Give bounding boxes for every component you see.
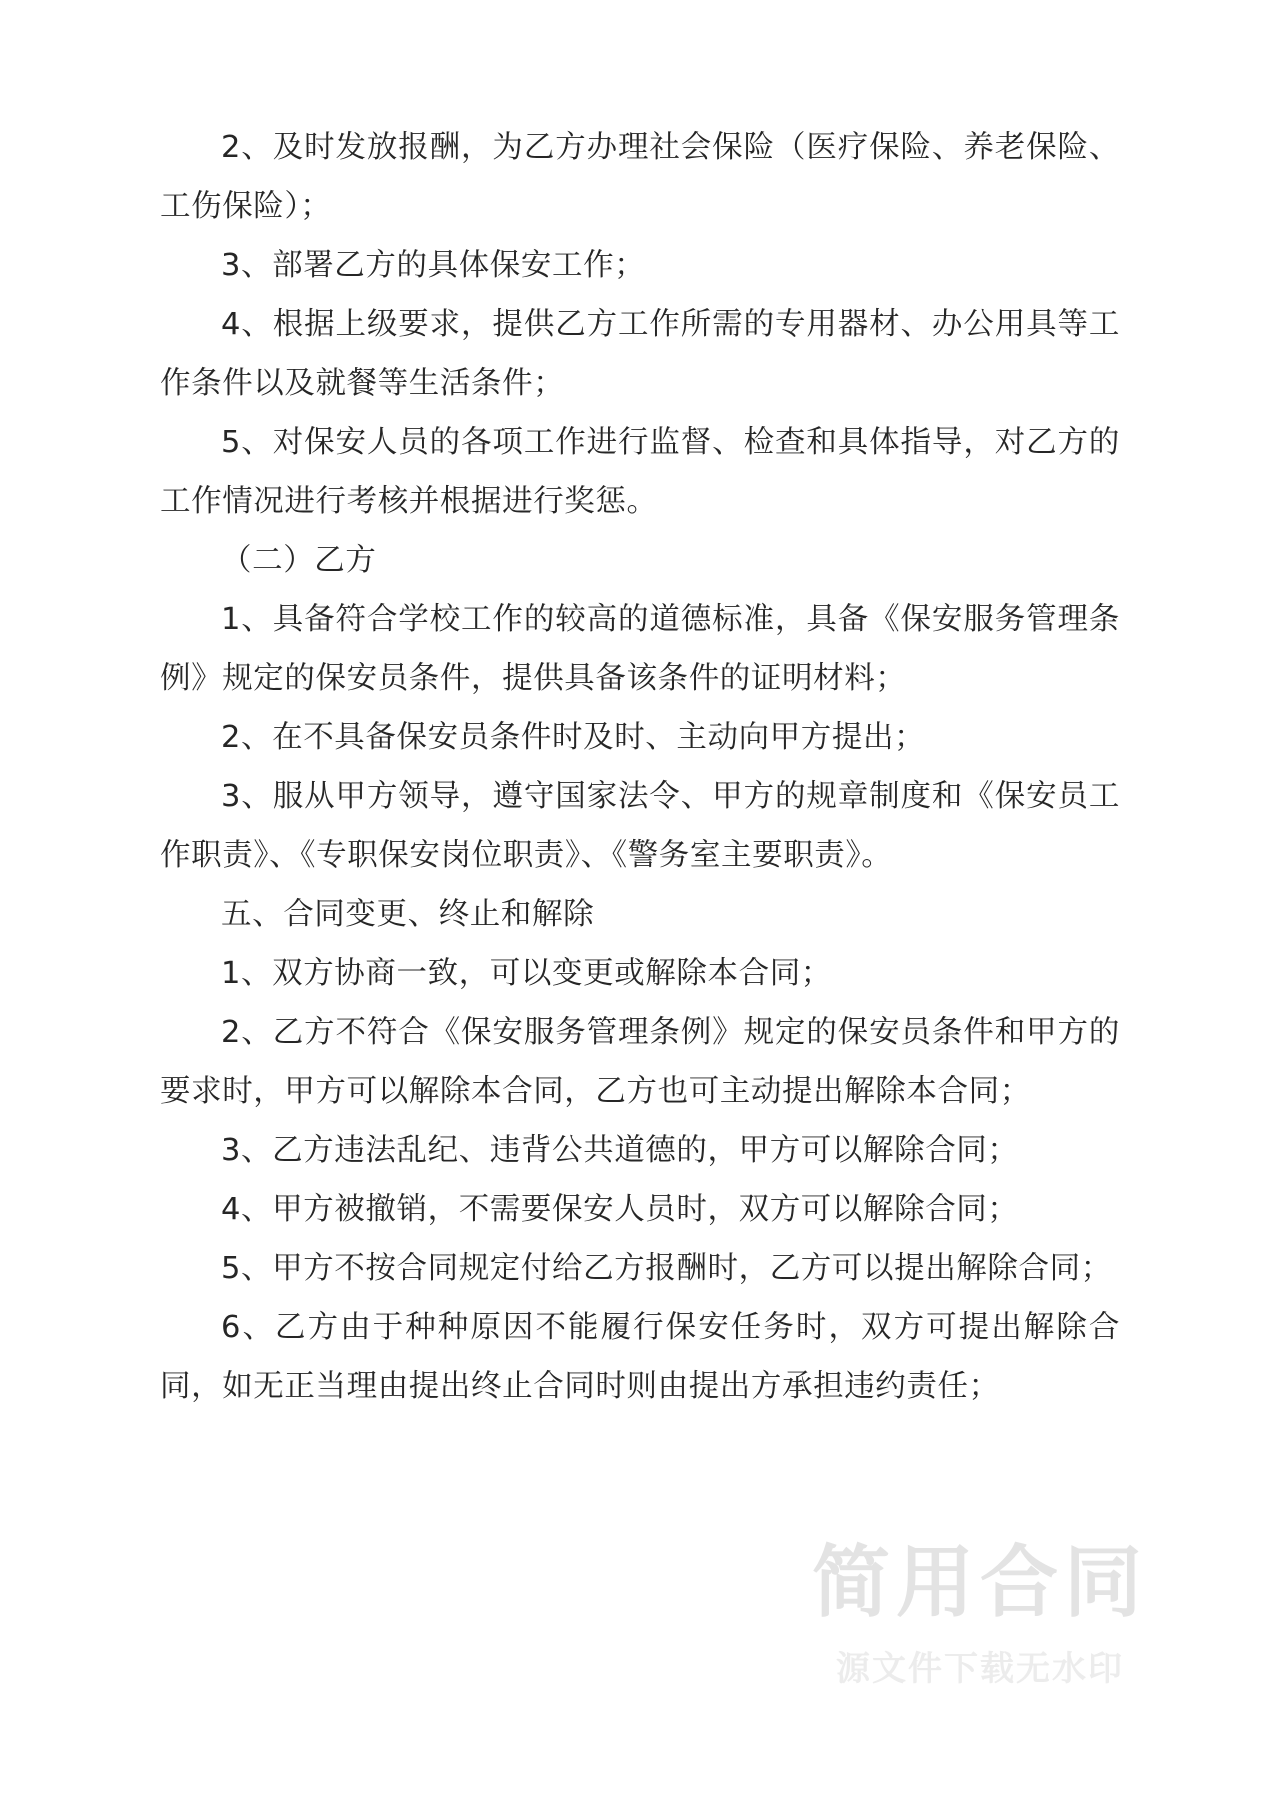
paragraph: 2、乙方不符合《保安服务管理条例》规定的保安员条件和甲方的要求时，甲方可以解除本合同，乙方也可主动提出解除本合同；	[160, 1015, 1120, 1109]
watermark	[720, 1538, 1240, 1690]
paragraph: 3、部署乙方的具体保安工作；	[221, 248, 646, 283]
paragraph: 4、根据上级要求，提供乙方工作所需的专用器材、办公用具等工作条件以及就餐等生活条件；	[160, 307, 1120, 401]
paragraph: 5、甲方不按合同规定付给乙方报酬时，乙方可以提出解除合同；	[221, 1251, 1112, 1286]
paragraph: 3、服从甲方领导，遵守国家法令、甲方的规章制度和《保安员工作职责》、《专职保安岗位职责》、《警务室主要职责》。	[160, 779, 1120, 873]
paragraph: 4、甲方被撤销，不需要保安人员时，双方可以解除合同；	[221, 1192, 1019, 1227]
paragraph: 3、乙方违法乱纪、违背公共道德的，甲方可以解除合同；	[221, 1133, 1019, 1168]
paragraph: 1、具备符合学校工作的较高的道德标准，具备《保安服务管理条例》规定的保安员条件，提供具备该条件的证明材料；	[160, 602, 1120, 696]
section-heading-party-b: （二）乙方	[221, 543, 377, 578]
watermark-brand-text: 简用合同	[811, 1538, 1148, 1629]
section-heading-article-five: 五、合同变更、终止和解除	[221, 897, 595, 932]
document-text-body	[160, 118, 1120, 1416]
paragraph: 5、对保安人员的各项工作进行监督、检查和具体指导，对乙方的工作情况进行考核并根据进行奖惩。	[160, 425, 1120, 519]
paragraph: 2、在不具备保安员条件时及时、主动向甲方提出；	[221, 720, 926, 755]
paragraph: 6、乙方由于种种原因不能履行保安任务时，双方可提出解除合同，如无正当理由提出终止合同时则由提出方承担违约责任；	[160, 1310, 1120, 1404]
paragraph: 1、双方协商一致，可以变更或解除本合同；	[221, 956, 832, 991]
watermark-subtitle-text: 源文件下载无水印	[836, 1649, 1124, 1689]
paragraph: 2、及时发放报酬，为乙方办理社会保险（医疗保险、养老保险、工伤保险）；	[160, 130, 1120, 224]
